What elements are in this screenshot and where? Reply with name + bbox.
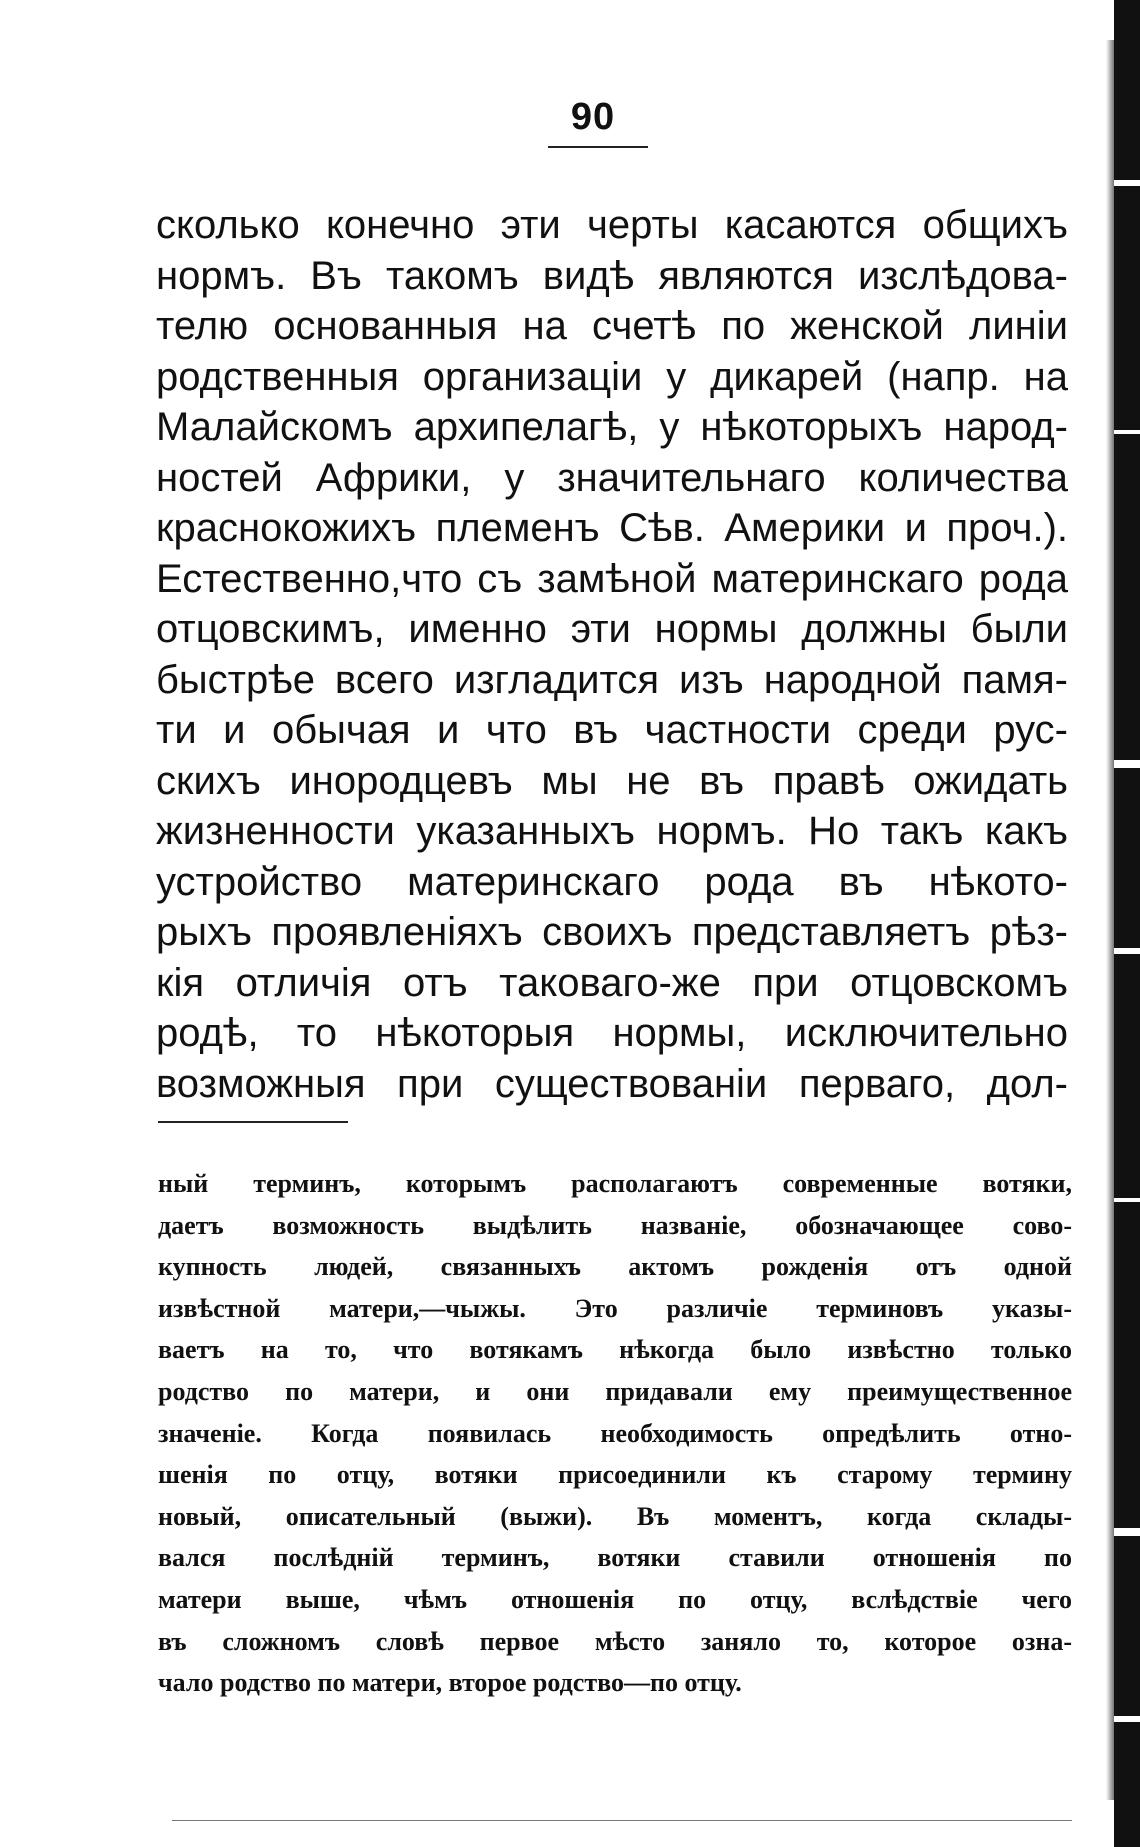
footnote-block [158, 1163, 1072, 1704]
page-number-underline [548, 146, 648, 148]
footnote-line: въ сложномъ словѣ первое мѣсто заняло то, которое озна- [158, 1626, 1072, 1656]
main-text-block [156, 200, 1068, 1109]
footnote-line: значеніе. Когда появилась необходимость опредѣлить отно- [158, 1418, 1072, 1448]
main-text-line: родственныя организаціи у дикарей (напр. на [156, 354, 1068, 399]
footnote-line: родство по матери, и они придавали ему преимущественное [158, 1376, 1072, 1406]
main-text-line: жизненности указанныхъ нормъ. Но такъ какъ [156, 809, 1068, 853]
main-text-line: ти и обычая и что въ частности среди рус- [156, 708, 1068, 752]
main-text-line: сколько конечно эти черты касаются общихъ [156, 203, 1068, 247]
page-edge-shadow [1106, 40, 1114, 1800]
footnote-line: ваетъ на то, что вотякамъ нѣкогда было извѣстно только [158, 1335, 1072, 1365]
main-text-line: ностей Африки, у значительнаго количества [156, 455, 1068, 500]
footnote-line: шенія по отцу, вотяки присоединили къ старому термину [158, 1460, 1072, 1490]
main-text-line: нормъ. Въ такомъ видѣ являются изслѣдова- [156, 253, 1068, 298]
footnote-line: даетъ возможность выдѣлить названіе, обозначающее сово- [158, 1210, 1072, 1240]
page-edge-scan-border [1114, 0, 1140, 1847]
main-text-line: краснокожихъ племенъ Сѣв. Америки и проч.). [156, 506, 1068, 550]
main-text-line: телю основанныя на счетѣ по женской линіи [156, 304, 1068, 348]
footnote-line: чало родство по матери, второе родство—по отцу. [158, 1668, 742, 1698]
footnote-line: вался послѣдній терминъ, вотяки ставили отношенія по [158, 1543, 1072, 1573]
main-text-line: отцовскимъ, именно эти нормы должны были [156, 607, 1068, 651]
footnote-line: новый, описательный (выжи). Въ моментъ, когда склады- [158, 1501, 1072, 1531]
main-text-line: Малайскомъ архипелагѣ, у нѣкоторыхъ народ- [156, 405, 1068, 449]
footnote-line: купность людей, связанныхъ актомъ рожденія отъ одной [158, 1252, 1072, 1282]
main-text-line: родѣ, то нѣкоторыя нормы, исключительно [156, 1011, 1068, 1055]
main-text-line: устройство материнскаго рода въ нѣкото- [156, 859, 1068, 904]
main-text-line: возможныя при существованіи перваго, дол- [156, 1061, 1068, 1106]
main-text-line: Естественно,что съ замѣной материнскаго рода [156, 556, 1068, 601]
main-text-line: рыхъ проявленіяхъ своихъ представляетъ рѣз- [156, 910, 1068, 954]
footnote-separator [158, 1121, 348, 1123]
main-text-line: скихъ инородцевъ мы не въ правѣ ожидать [156, 758, 1068, 803]
main-text-line: быстрѣе всего изгладится изъ народной памя- [156, 657, 1068, 702]
footnote-line: ный терминъ, которымъ располагаютъ современные вотяки, [158, 1169, 1072, 1198]
footnote-line: извѣстной матери,—чыжы. Это различіе терминовъ указы- [158, 1293, 1072, 1323]
footnote-line: матери выше, чѣмъ отношенія по отцу, вслѣдствіе чего [158, 1584, 1072, 1614]
bottom-scan-line [172, 1820, 1072, 1821]
main-text-line: кія отличія отъ таковаго-же при отцовскомъ [156, 960, 1068, 1005]
page-number: 90 [570, 96, 616, 138]
